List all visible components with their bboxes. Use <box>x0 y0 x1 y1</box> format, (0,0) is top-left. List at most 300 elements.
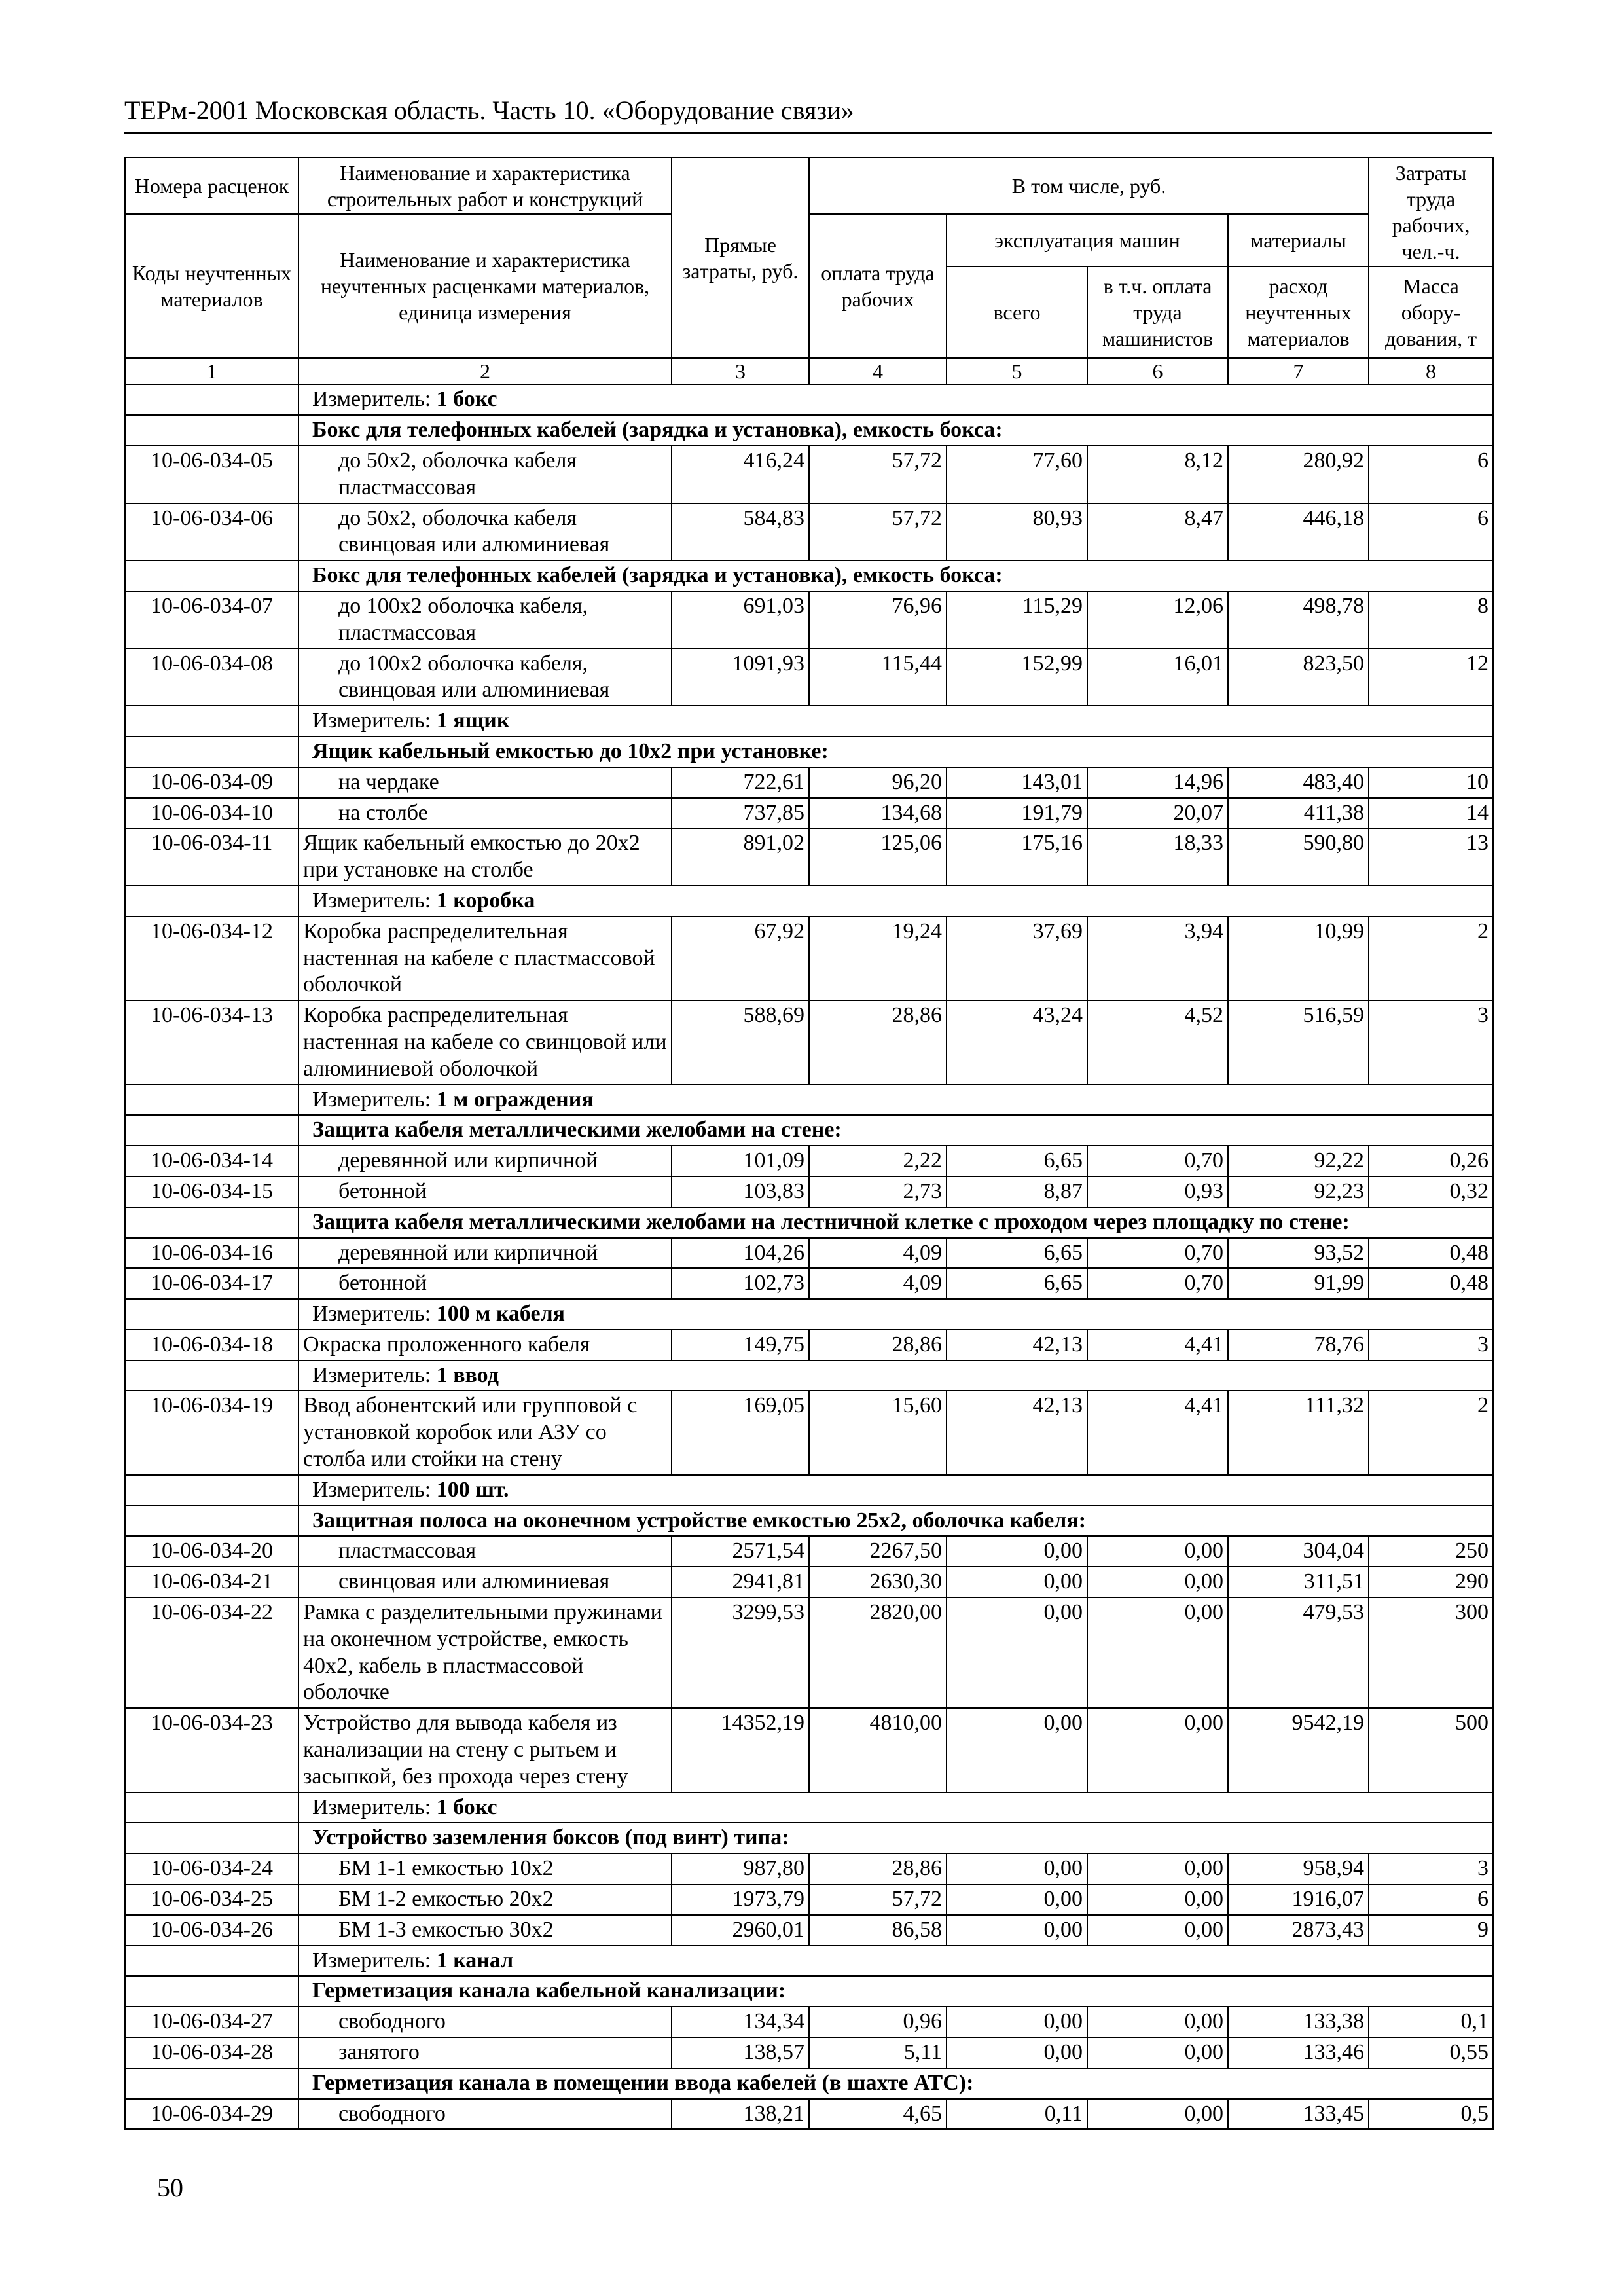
section-title: Ящик кабельный емкостью до 10х2 при установке: <box>298 737 1493 767</box>
measure-label: Измеритель: <box>312 1087 431 1112</box>
work-description: Ввод абонентский или групповой с установкой коробок или АЗУ со столба или стойки на стену <box>298 1391 672 1474</box>
machinist-pay: 0,93 <box>1087 1176 1228 1207</box>
materials: 92,23 <box>1228 1176 1369 1207</box>
labor-hours: 0,26 <box>1369 1146 1493 1176</box>
column-number: 8 <box>1369 358 1493 384</box>
labor-hours: 2 <box>1369 917 1493 1000</box>
labor-pay: 115,44 <box>809 649 947 706</box>
direct-costs: 103,83 <box>672 1176 809 1207</box>
section-title: Устройство заземления боксов (под винт) типа: <box>298 1823 1493 1853</box>
empty-cell <box>125 1115 298 1146</box>
machines-total: 0,11 <box>947 2099 1087 2130</box>
rate-code: 10-06-034-08 <box>125 649 298 706</box>
col1-bottom-header: Коды неучтенных материалов <box>125 214 298 358</box>
direct-costs: 987,80 <box>672 1853 809 1884</box>
measure-label: Измеритель: <box>312 1362 431 1387</box>
materials: 10,99 <box>1228 917 1369 1000</box>
machinist-pay: 0,00 <box>1087 1536 1228 1567</box>
direct-costs: 101,09 <box>672 1146 809 1176</box>
rate-code: 10-06-034-12 <box>125 917 298 1000</box>
section-row <box>125 1976 1493 2007</box>
section-title: Бокс для телефонных кабелей (зарядка и установка), емкость бокса: <box>298 560 1493 591</box>
direct-costs: 2960,01 <box>672 1915 809 1946</box>
machines-total: 6,65 <box>947 1146 1087 1176</box>
rate-code: 10-06-034-11 <box>125 828 298 886</box>
rate-code: 10-06-034-17 <box>125 1268 298 1299</box>
machines-total: 42,13 <box>947 1391 1087 1474</box>
labor-hours-header: Затраты труда рабочих, чел.-ч. <box>1369 158 1493 266</box>
section-row <box>125 560 1493 591</box>
materials: 92,22 <box>1228 1146 1369 1176</box>
materials: 411,38 <box>1228 798 1369 829</box>
machines-total-header: всего <box>947 266 1087 358</box>
table-row <box>125 649 1493 706</box>
empty-cell <box>125 2068 298 2099</box>
work-description: Устройство для вывода кабеля из канализации на стену с рытьем и засыпкой, без прохода через стену <box>298 1708 672 1792</box>
direct-costs: 2571,54 <box>672 1536 809 1567</box>
labor-pay: 0,96 <box>809 2007 947 2037</box>
materials: 958,94 <box>1228 1853 1369 1884</box>
work-description: до 100х2 оболочка кабеля, пластмассовая <box>298 591 672 649</box>
machinist-pay: 0,00 <box>1087 2007 1228 2037</box>
materials: 133,46 <box>1228 2037 1369 2068</box>
work-description: БМ 1-1 емкостью 10х2 <box>298 1853 672 1884</box>
table-row <box>125 503 1493 561</box>
direct-costs-header: Прямые затраты, руб. <box>672 158 809 358</box>
materials: 590,80 <box>1228 828 1369 886</box>
machinist-pay: 0,00 <box>1087 1884 1228 1915</box>
machinist-pay: 0,00 <box>1087 1915 1228 1946</box>
materials: 280,92 <box>1228 446 1369 503</box>
labor-hours: 0,48 <box>1369 1268 1493 1299</box>
direct-costs: 169,05 <box>672 1391 809 1474</box>
machines-total: 37,69 <box>947 917 1087 1000</box>
table-row <box>125 1597 1493 1708</box>
machinist-pay: 0,00 <box>1087 1708 1228 1792</box>
empty-cell <box>125 1506 298 1537</box>
materials: 516,59 <box>1228 1000 1369 1084</box>
direct-costs: 138,57 <box>672 2037 809 2068</box>
materials: 311,51 <box>1228 1567 1369 1597</box>
measure-row <box>125 1085 1493 1116</box>
labor-hours: 6 <box>1369 446 1493 503</box>
machines-total: 0,00 <box>947 1884 1087 1915</box>
section-title: Защита кабеля металлическими желобами на лестничной клетке с проходом через площадку по стене: <box>298 1207 1493 1238</box>
machinist-pay: 0,70 <box>1087 1238 1228 1269</box>
work-description: пластмассовая <box>298 1536 672 1567</box>
rate-code: 10-06-034-19 <box>125 1391 298 1474</box>
rates-table <box>124 157 1494 2130</box>
direct-costs: 134,34 <box>672 2007 809 2037</box>
machines-header: эксплуатация машин <box>947 214 1228 266</box>
materials: 111,32 <box>1228 1391 1369 1474</box>
measure-label: Измеритель: <box>312 1795 431 1819</box>
labor-pay: 57,72 <box>809 1884 947 1915</box>
rate-code: 10-06-034-28 <box>125 2037 298 2068</box>
machinist-pay: 0,00 <box>1087 2099 1228 2130</box>
table-row <box>125 1391 1493 1474</box>
table-row <box>125 1238 1493 1269</box>
labor-hours: 0,48 <box>1369 1238 1493 1269</box>
work-description: бетонной <box>298 1268 672 1299</box>
table-row <box>125 1708 1493 1792</box>
labor-hours: 3 <box>1369 1330 1493 1360</box>
machinist-pay-header: в т.ч. оплата труда машинистов <box>1087 266 1228 358</box>
measure-unit: 100 шт. <box>436 1477 509 1502</box>
machines-total: 0,00 <box>947 1567 1087 1597</box>
empty-cell <box>125 1823 298 1853</box>
column-number: 5 <box>947 358 1087 384</box>
header-rule <box>124 132 1492 134</box>
table-row <box>125 1915 1493 1946</box>
direct-costs: 737,85 <box>672 798 809 829</box>
rate-code: 10-06-034-20 <box>125 1536 298 1567</box>
labor-pay: 15,60 <box>809 1391 947 1474</box>
table-row <box>125 1268 1493 1299</box>
labor-hours: 9 <box>1369 1915 1493 1946</box>
labor-hours: 0,32 <box>1369 1176 1493 1207</box>
labor-pay: 57,72 <box>809 446 947 503</box>
machinist-pay: 0,70 <box>1087 1146 1228 1176</box>
machines-total: 115,29 <box>947 591 1087 649</box>
table-row <box>125 1330 1493 1360</box>
table-row <box>125 828 1493 886</box>
section-row <box>125 737 1493 767</box>
labor-pay: 2,73 <box>809 1176 947 1207</box>
unaccounted-materials-header: расход неучтенных материалов <box>1228 266 1369 358</box>
direct-costs: 138,21 <box>672 2099 809 2130</box>
machines-total: 191,79 <box>947 798 1087 829</box>
machines-total: 0,00 <box>947 2007 1087 2037</box>
work-description: на столбе <box>298 798 672 829</box>
table-row <box>125 2007 1493 2037</box>
labor-pay: 4810,00 <box>809 1708 947 1792</box>
labor-hours: 12 <box>1369 649 1493 706</box>
table-row <box>125 917 1493 1000</box>
work-description: бетонной <box>298 1176 672 1207</box>
labor-pay: 96,20 <box>809 767 947 798</box>
labor-pay: 4,65 <box>809 2099 947 2130</box>
measure-cell <box>298 384 1493 415</box>
labor-pay: 5,11 <box>809 2037 947 2068</box>
measure-cell <box>298 1946 1493 1977</box>
machinist-pay: 8,47 <box>1087 503 1228 561</box>
labor-hours: 3 <box>1369 1853 1493 1884</box>
page-header: ТЕРм-2001 Московская область. Часть 10. «Оборудование связи» <box>124 96 854 125</box>
materials: 93,52 <box>1228 1238 1369 1269</box>
labor-pay: 28,86 <box>809 1000 947 1084</box>
work-description: занятого <box>298 2037 672 2068</box>
section-title: Герметизация канала кабельной канализации: <box>298 1976 1493 2007</box>
empty-cell <box>125 1976 298 2007</box>
machinist-pay: 4,41 <box>1087 1391 1228 1474</box>
measure-unit: 1 бокс <box>436 1795 497 1819</box>
direct-costs: 588,69 <box>672 1000 809 1084</box>
measure-cell <box>298 1085 1493 1116</box>
column-number: 1 <box>125 358 298 384</box>
measure-label: Измеритель: <box>312 1948 431 1973</box>
measure-cell <box>298 1793 1493 1823</box>
materials: 78,76 <box>1228 1330 1369 1360</box>
labor-hours: 0,55 <box>1369 2037 1493 2068</box>
labor-pay: 28,86 <box>809 1853 947 1884</box>
table-row <box>125 798 1493 829</box>
table-row <box>125 1884 1493 1915</box>
section-row <box>125 1115 1493 1146</box>
section-row <box>125 2068 1493 2099</box>
column-number: 6 <box>1087 358 1228 384</box>
table-row <box>125 1853 1493 1884</box>
work-description: Коробка распределительная настенная на кабеле со свинцовой или алюминиевой оболочкой <box>298 1000 672 1084</box>
included-header: В том числе, руб. <box>809 158 1369 214</box>
empty-cell <box>125 1207 298 1238</box>
machines-total: 143,01 <box>947 767 1087 798</box>
rate-code: 10-06-034-29 <box>125 2099 298 2130</box>
table-row <box>125 1536 1493 1567</box>
rate-code: 10-06-034-16 <box>125 1238 298 1269</box>
work-description: деревянной или кирпичной <box>298 1238 672 1269</box>
machines-total: 6,65 <box>947 1268 1087 1299</box>
direct-costs: 1091,93 <box>672 649 809 706</box>
work-description: до 50х2, оболочка кабеля пластмассовая <box>298 446 672 503</box>
direct-costs: 722,61 <box>672 767 809 798</box>
machinist-pay: 4,52 <box>1087 1000 1228 1084</box>
empty-cell <box>125 1946 298 1977</box>
materials: 133,45 <box>1228 2099 1369 2130</box>
section-row <box>125 1823 1493 1853</box>
work-description: свободного <box>298 2007 672 2037</box>
work-description: на чердаке <box>298 767 672 798</box>
rate-code: 10-06-034-27 <box>125 2007 298 2037</box>
col2-bottom-header: Наименование и характеристика неучтенных расценками материалов, единица измерения <box>298 214 672 358</box>
labor-pay: 86,58 <box>809 1915 947 1946</box>
table-row <box>125 446 1493 503</box>
labor-pay: 4,09 <box>809 1238 947 1269</box>
machines-total: 0,00 <box>947 1536 1087 1567</box>
empty-cell <box>125 415 298 446</box>
rate-code: 10-06-034-15 <box>125 1176 298 1207</box>
measure-row <box>125 1946 1493 1977</box>
machines-total: 0,00 <box>947 2037 1087 2068</box>
table-row <box>125 1567 1493 1597</box>
work-description: Ящик кабельный емкостью до 20х2 при установке на столбе <box>298 828 672 886</box>
measure-row <box>125 1360 1493 1391</box>
materials: 9542,19 <box>1228 1708 1369 1792</box>
empty-cell <box>125 886 298 917</box>
labor-pay: 57,72 <box>809 503 947 561</box>
labor-hours: 13 <box>1369 828 1493 886</box>
direct-costs: 2941,81 <box>672 1567 809 1597</box>
rate-code: 10-06-034-14 <box>125 1146 298 1176</box>
rate-code: 10-06-034-06 <box>125 503 298 561</box>
labor-hours: 290 <box>1369 1567 1493 1597</box>
materials-header: материалы <box>1228 214 1369 266</box>
materials: 133,38 <box>1228 2007 1369 2037</box>
labor-hours: 6 <box>1369 503 1493 561</box>
empty-cell <box>125 1299 298 1330</box>
rate-code: 10-06-034-26 <box>125 1915 298 1946</box>
measure-label: Измеритель: <box>312 888 431 913</box>
machinist-pay: 0,70 <box>1087 1268 1228 1299</box>
column-number: 7 <box>1228 358 1369 384</box>
machines-total: 152,99 <box>947 649 1087 706</box>
column-number: 2 <box>298 358 672 384</box>
empty-cell <box>125 737 298 767</box>
labor-pay: 125,06 <box>809 828 947 886</box>
direct-costs: 104,26 <box>672 1238 809 1269</box>
section-title: Защита кабеля металлическими желобами на стене: <box>298 1115 1493 1146</box>
work-description: до 100х2 оболочка кабеля, свинцовая или алюминиевая <box>298 649 672 706</box>
materials: 1916,07 <box>1228 1884 1369 1915</box>
machines-total: 0,00 <box>947 1597 1087 1708</box>
machines-total: 0,00 <box>947 1915 1087 1946</box>
measure-unit: 1 ящик <box>436 708 510 733</box>
section-row <box>125 415 1493 446</box>
page-number: 50 <box>157 2173 183 2202</box>
measure-cell <box>298 1360 1493 1391</box>
work-description: до 50х2, оболочка кабеля свинцовая или алюминиевая <box>298 503 672 561</box>
measure-unit: 100 м кабеля <box>436 1302 566 1326</box>
table-row <box>125 767 1493 798</box>
measure-unit: 1 канал <box>436 1948 514 1973</box>
machines-total: 43,24 <box>947 1000 1087 1084</box>
direct-costs: 67,92 <box>672 917 809 1000</box>
direct-costs: 584,83 <box>672 503 809 561</box>
measure-label: Измеритель: <box>312 1477 431 1502</box>
labor-pay: 2267,50 <box>809 1536 947 1567</box>
materials: 479,53 <box>1228 1597 1369 1708</box>
rate-code: 10-06-034-05 <box>125 446 298 503</box>
machinist-pay: 0,00 <box>1087 2037 1228 2068</box>
machinist-pay: 18,33 <box>1087 828 1228 886</box>
direct-costs: 149,75 <box>672 1330 809 1360</box>
table-body <box>125 384 1493 2129</box>
rate-code: 10-06-034-10 <box>125 798 298 829</box>
measure-label: Измеритель: <box>312 1302 431 1326</box>
empty-cell <box>125 1085 298 1116</box>
empty-cell <box>125 1475 298 1506</box>
machinist-pay: 8,12 <box>1087 446 1228 503</box>
machines-total: 175,16 <box>947 828 1087 886</box>
labor-pay: 2820,00 <box>809 1597 947 1708</box>
measure-unit: 1 ввод <box>436 1362 499 1387</box>
labor-hours: 10 <box>1369 767 1493 798</box>
materials: 304,04 <box>1228 1536 1369 1567</box>
rate-code: 10-06-034-13 <box>125 1000 298 1084</box>
measure-unit: 1 бокс <box>436 387 497 412</box>
labor-hours: 3 <box>1369 1000 1493 1084</box>
rate-code: 10-06-034-23 <box>125 1708 298 1792</box>
labor-pay: 28,86 <box>809 1330 947 1360</box>
machines-total: 80,93 <box>947 503 1087 561</box>
labor-hours: 0,5 <box>1369 2099 1493 2130</box>
labor-pay: 2,22 <box>809 1146 947 1176</box>
rate-code: 10-06-034-07 <box>125 591 298 649</box>
labor-pay: 4,09 <box>809 1268 947 1299</box>
materials: 446,18 <box>1228 503 1369 561</box>
table-row <box>125 1146 1493 1176</box>
machines-total: 8,87 <box>947 1176 1087 1207</box>
rate-code: 10-06-034-09 <box>125 767 298 798</box>
machinist-pay: 4,41 <box>1087 1330 1228 1360</box>
table-row <box>125 2099 1493 2130</box>
rate-code: 10-06-034-24 <box>125 1853 298 1884</box>
column-number: 4 <box>809 358 947 384</box>
machines-total: 6,65 <box>947 1238 1087 1269</box>
measure-row <box>125 384 1493 415</box>
labor-hours: 2 <box>1369 1391 1493 1474</box>
measure-unit: 1 коробка <box>436 888 535 913</box>
machinist-pay: 20,07 <box>1087 798 1228 829</box>
column-number: 3 <box>672 358 809 384</box>
direct-costs: 3299,53 <box>672 1597 809 1708</box>
column-numbers-row <box>125 358 1493 384</box>
measure-row <box>125 886 1493 917</box>
machinist-pay: 16,01 <box>1087 649 1228 706</box>
labor-hours: 250 <box>1369 1536 1493 1567</box>
table-row <box>125 2037 1493 2068</box>
materials: 823,50 <box>1228 649 1369 706</box>
work-description: деревянной или кирпичной <box>298 1146 672 1176</box>
section-row <box>125 1506 1493 1537</box>
col2-top-header: Наименование и характеристика строительных работ и конструкций <box>298 158 672 214</box>
work-description: Окраска проложенного кабеля <box>298 1330 672 1360</box>
direct-costs: 102,73 <box>672 1268 809 1299</box>
machines-total: 0,00 <box>947 1708 1087 1792</box>
measure-row <box>125 1299 1493 1330</box>
work-description: Коробка распределительная настенная на кабеле с пластмассовой оболочкой <box>298 917 672 1000</box>
labor-hours: 14 <box>1369 798 1493 829</box>
machinist-pay: 12,06 <box>1087 591 1228 649</box>
measure-cell <box>298 706 1493 737</box>
materials: 2873,43 <box>1228 1915 1369 1946</box>
measure-row <box>125 1475 1493 1506</box>
empty-cell <box>125 706 298 737</box>
table-row <box>125 1000 1493 1084</box>
labor-hours: 0,1 <box>1369 2007 1493 2037</box>
machinist-pay: 0,00 <box>1087 1853 1228 1884</box>
measure-row <box>125 1793 1493 1823</box>
machinist-pay: 0,00 <box>1087 1567 1228 1597</box>
direct-costs: 14352,19 <box>672 1708 809 1792</box>
work-description: БМ 1-3 емкостью 30х2 <box>298 1915 672 1946</box>
direct-costs: 691,03 <box>672 591 809 649</box>
labor-pay-header: оплата труда рабочих <box>809 214 947 358</box>
empty-cell <box>125 560 298 591</box>
machines-total: 77,60 <box>947 446 1087 503</box>
measure-cell <box>298 1299 1493 1330</box>
measure-label: Измеритель: <box>312 387 431 412</box>
labor-hours: 6 <box>1369 1884 1493 1915</box>
work-description: свободного <box>298 2099 672 2130</box>
labor-pay: 134,68 <box>809 798 947 829</box>
empty-cell <box>125 384 298 415</box>
measure-unit: 1 м ограждения <box>436 1087 594 1112</box>
rate-code: 10-06-034-25 <box>125 1884 298 1915</box>
rate-code: 10-06-034-21 <box>125 1567 298 1597</box>
labor-hours: 300 <box>1369 1597 1493 1708</box>
work-description: Рамка с разделительными пружинами на оконечном устройстве, емкость 40х2, кабель в пластмассовой оболочке <box>298 1597 672 1708</box>
direct-costs: 891,02 <box>672 828 809 886</box>
section-row <box>125 1207 1493 1238</box>
table-row <box>125 591 1493 649</box>
work-description: свинцовая или алюминиевая <box>298 1567 672 1597</box>
machinist-pay: 3,94 <box>1087 917 1228 1000</box>
labor-pay: 2630,30 <box>809 1567 947 1597</box>
materials: 91,99 <box>1228 1268 1369 1299</box>
col1-top-header: Номера расценок <box>125 158 298 214</box>
table-row <box>125 1176 1493 1207</box>
